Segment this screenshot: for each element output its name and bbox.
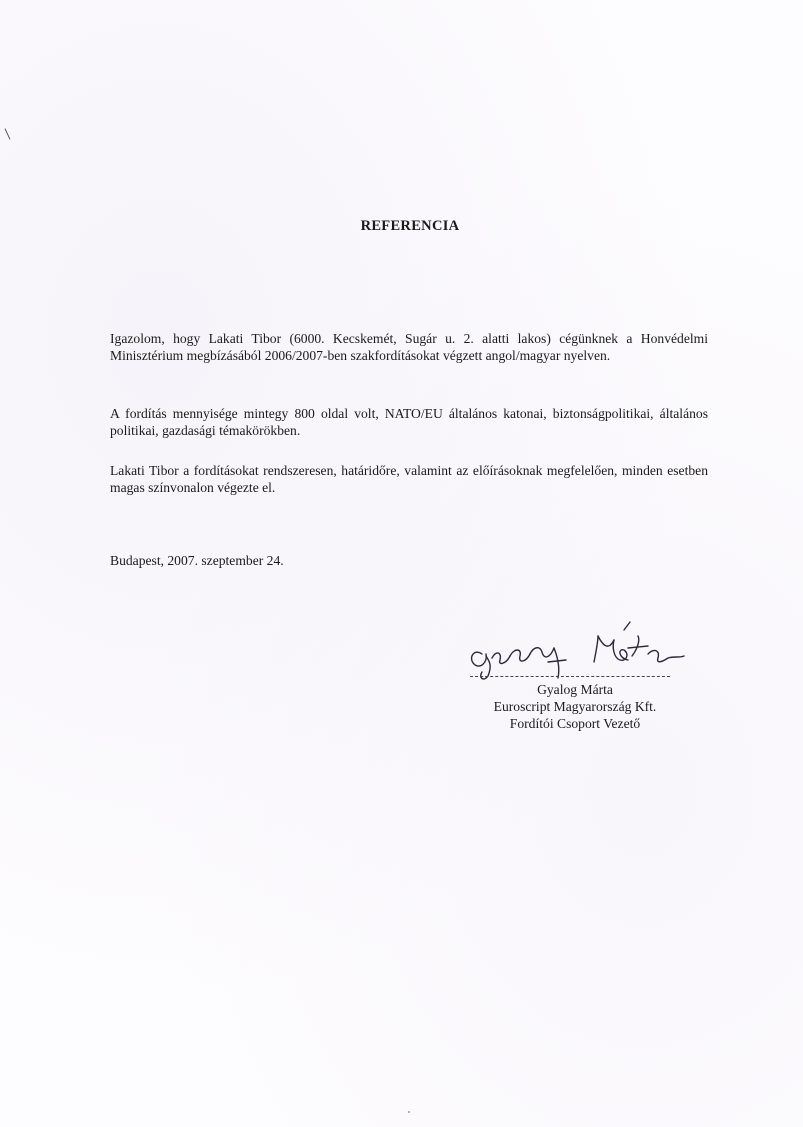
signer-position: Fordítói Csoport Vezető <box>509 716 641 731</box>
scan-dot <box>408 1111 410 1113</box>
signer-name: Gyalog Márta <box>537 682 613 697</box>
place-date: Budapest, 2007. szeptember 24. <box>110 553 284 568</box>
paragraph-quality: Lakati Tibor a fordításokat rendszeresen, határidőre, valamint az előírásoknak megfelelően, minden esetben magas színvonalon végezte el. <box>110 463 708 495</box>
paragraph-certification: Igazolom, hogy Lakati Tibor (6000. Kecskemét, Sugár u. 2. alatti lakos) cégünknek a Honvédelmi Minisztérium megbízásából 2006/2007-ben szakfordításokat végzett angol/magyar nyelven. <box>110 331 708 363</box>
signature-line <box>470 676 670 677</box>
signer-company: Euroscript Magyarország Kft. <box>493 699 657 714</box>
document-title: REFERENCIA <box>360 218 460 234</box>
scan-mark <box>5 128 11 139</box>
paragraph-volume: A fordítás mennyisége mintegy 800 oldal volt, NATO/EU általános katonai, biztonságpolitikai, általános politikai, gazdasági témakörökben. <box>110 406 708 438</box>
handwritten-signature <box>462 618 702 688</box>
